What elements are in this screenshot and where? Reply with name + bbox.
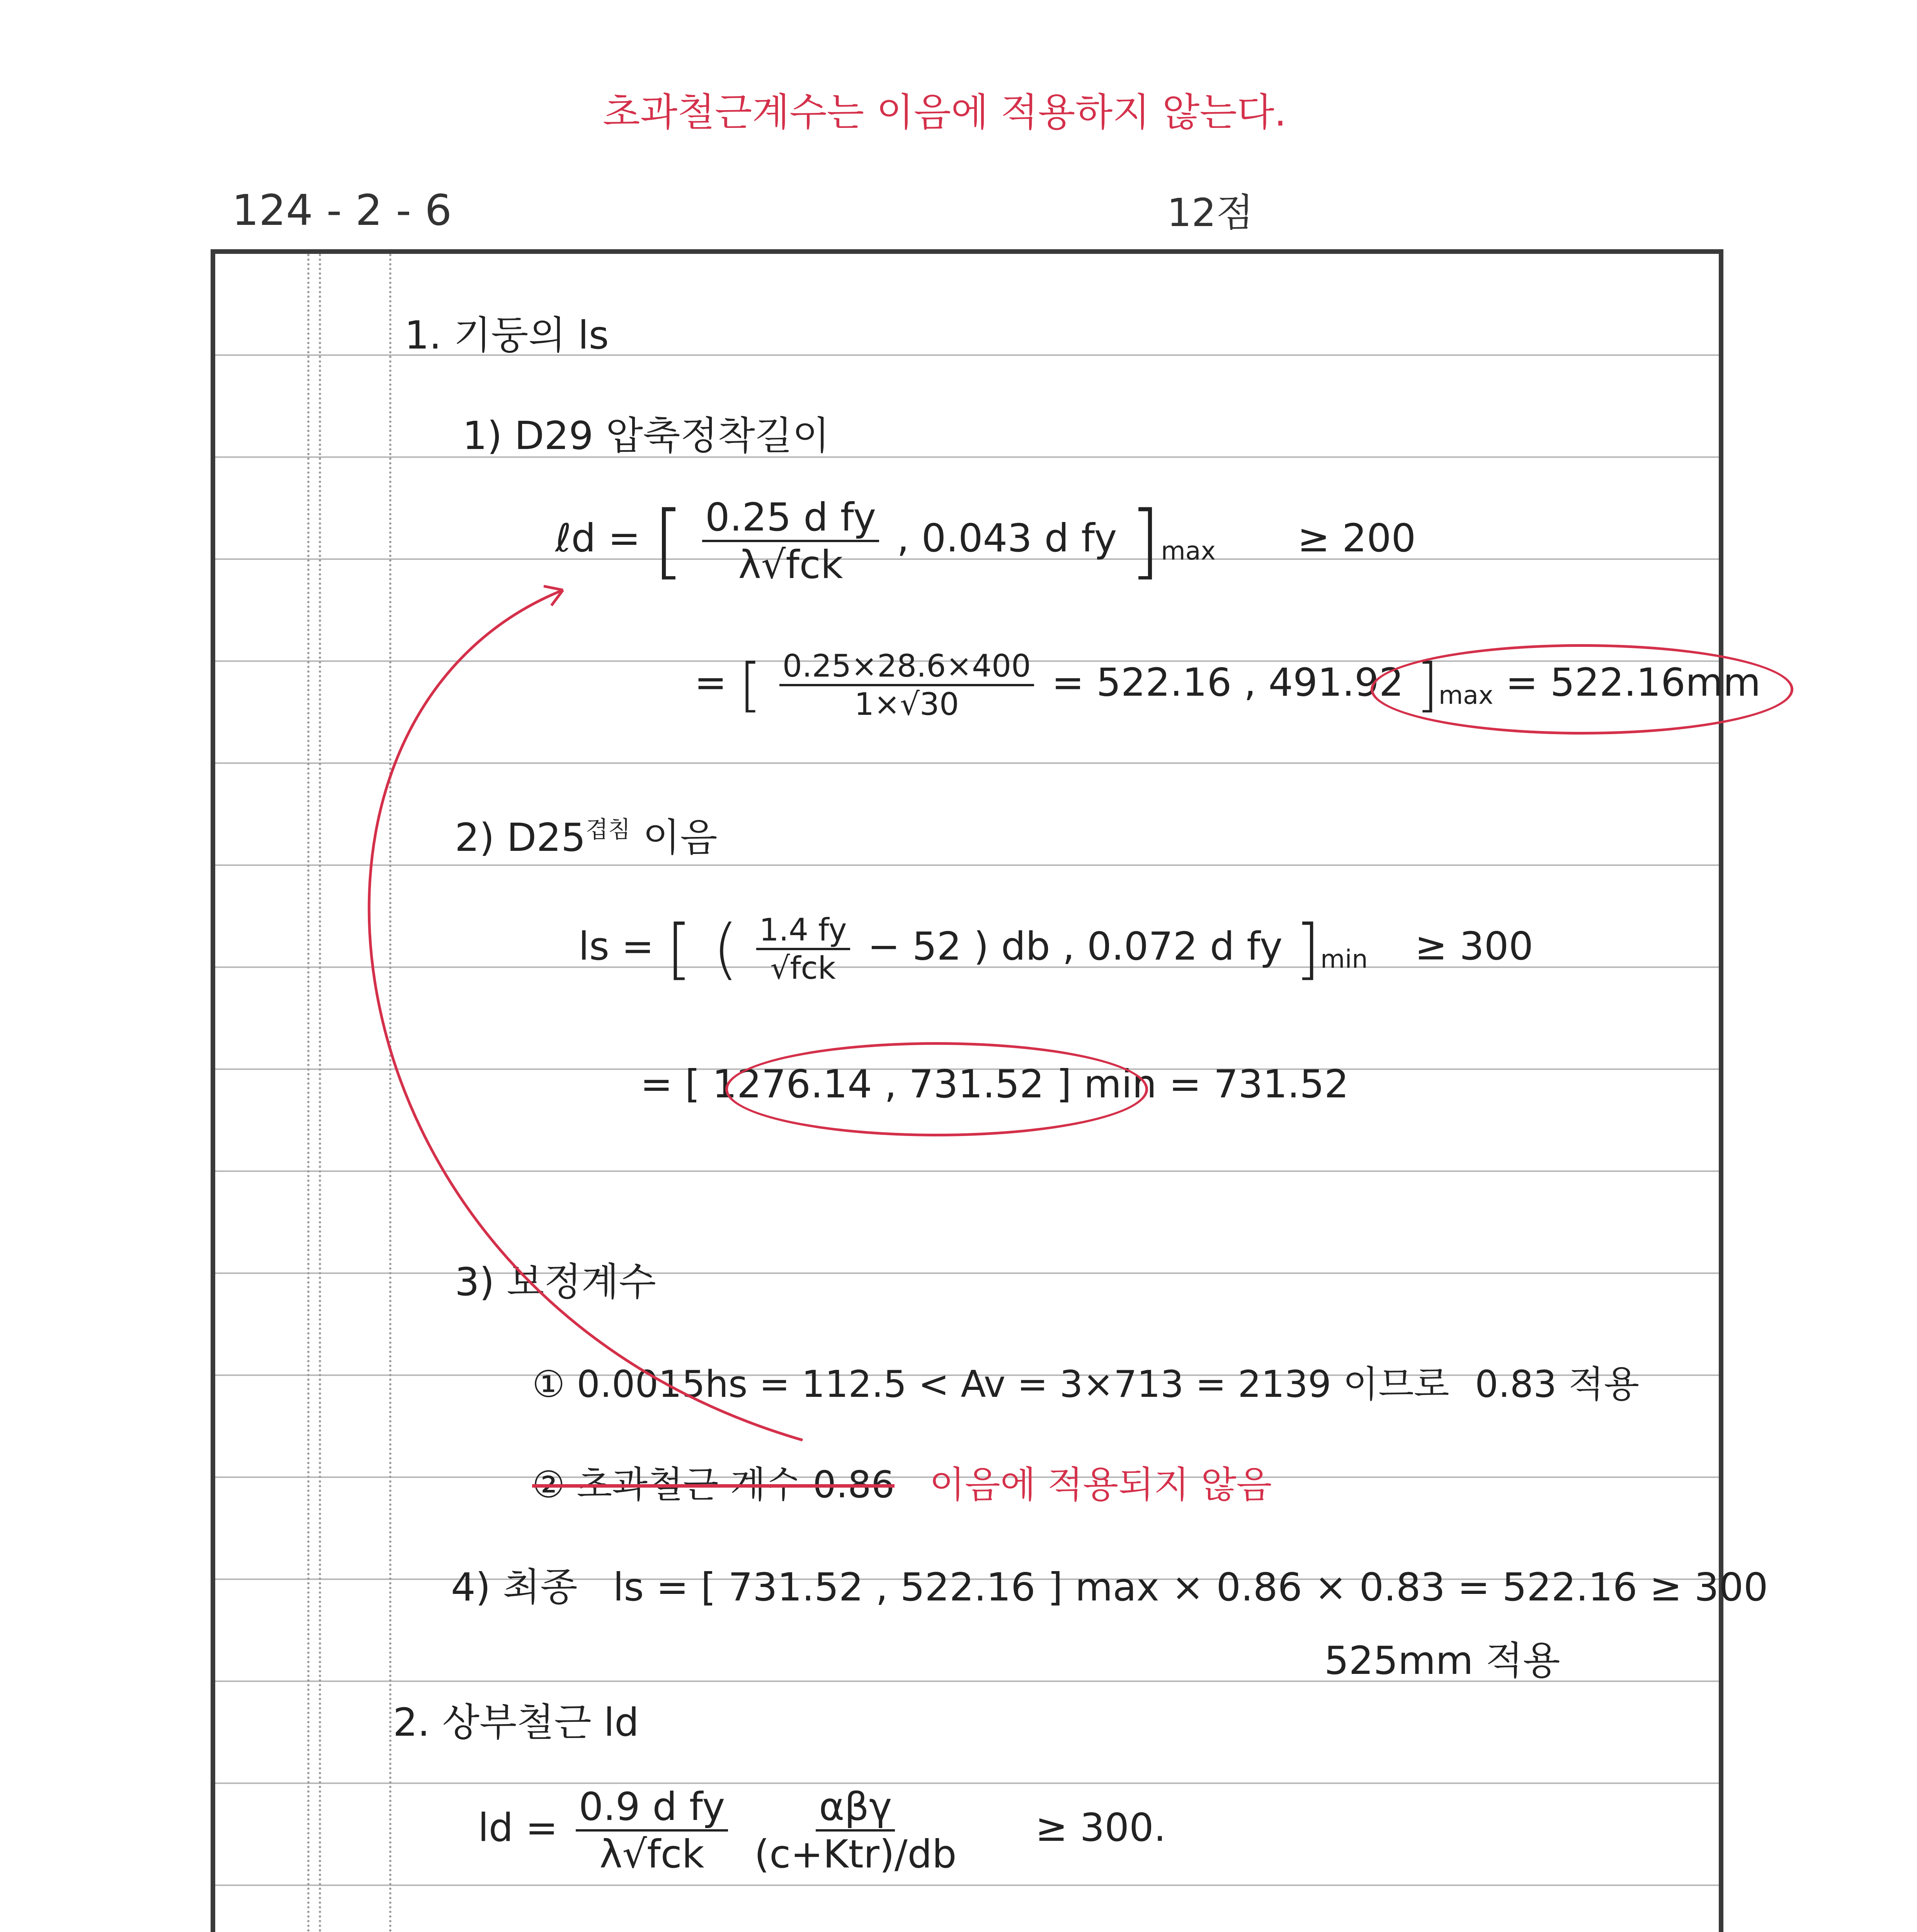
bracket: ]	[1129, 493, 1161, 588]
red-arrow	[215, 254, 1728, 1932]
sub4-formula: ls = [ 731.52 , 522.16 ] max × 0.86 × 0.83 = 522.16 ≥ 300	[613, 1565, 1768, 1610]
condition: ≥ 300	[1415, 923, 1533, 969]
sub1-lhs: ℓd =	[555, 515, 641, 561]
sub3-item2-text: ② 초과철근 계수 0.86	[532, 1464, 895, 1506]
bracket: [ (	[666, 911, 738, 987]
s2-lhs: ld =	[478, 1805, 558, 1850]
second-term: , 0.043 d fy	[897, 515, 1117, 561]
bracket: ]	[1294, 911, 1321, 987]
denominator: √fck	[770, 950, 836, 986]
condition: ≥ 200	[1297, 515, 1416, 561]
sub3-item1-result: 0.83 적용	[1475, 1363, 1640, 1406]
denominator: λ√fck	[599, 1832, 704, 1877]
suffix: min	[1320, 945, 1368, 974]
section1-heading: 1. 기둥의 ls	[405, 313, 609, 358]
answer-sheet-frame	[211, 249, 1768, 1932]
sub4-result: 525mm 적용	[1324, 1638, 1560, 1683]
sub2-title-sup: 겹침	[585, 816, 631, 844]
section2-heading: 2. 상부철근 ld	[393, 1700, 639, 1745]
equals: =	[694, 660, 727, 705]
sub2-rest: − 52 ) db , 0.072 d fy	[867, 923, 1283, 969]
red-arrow-path	[369, 590, 803, 1440]
sub3-title: 3) 보정계수	[455, 1259, 656, 1304]
red-note: 초과철근계수는 이음에 적용하지 않는다.	[603, 90, 1287, 135]
suffix: max	[1161, 536, 1216, 566]
sheet-number: 124 - 2 - 6	[232, 185, 452, 235]
sub2-lhs: ls =	[578, 923, 654, 969]
denominator: (c+Ktr)/db	[754, 1832, 957, 1877]
condition: ≥ 300.	[1035, 1805, 1166, 1850]
bracket: [	[653, 493, 685, 588]
numerator: 0.25 d fy	[702, 495, 879, 542]
sub3-item2-note: 이음에 적용되지 않음	[929, 1464, 1272, 1506]
denominator: 1×√30	[854, 686, 959, 722]
sub2-title-main: 2) D25	[455, 815, 586, 860]
numerator: 0.9 d fy	[576, 1784, 728, 1832]
score-tag: 12점	[1167, 190, 1254, 235]
sub3-item1: ① 0.0015hs = 112.5 < Av = 3×713 = 2139 이므로	[532, 1363, 1449, 1406]
numerator: 1.4 fy	[756, 912, 850, 950]
calc-result: = 522.16mm	[1505, 660, 1761, 705]
sub2-title-tail: 이음	[643, 815, 718, 860]
sub1-title: 1) D29 압축정착길이	[463, 413, 830, 458]
sub4-title: 4) 최종	[451, 1565, 578, 1610]
sub2-calc: = [ 1276.14 , 731.52 ] min = 731.52	[640, 1061, 1349, 1107]
numerator: αβγ	[816, 1784, 895, 1832]
calc-values: = 522.16 , 491.92	[1051, 660, 1404, 705]
suffix: max	[1438, 681, 1493, 710]
bracket: [	[739, 651, 762, 719]
denominator: λ√fck	[738, 542, 843, 587]
numerator: 0.25×28.6×400	[779, 648, 1034, 686]
bracket: ]	[1416, 651, 1439, 719]
